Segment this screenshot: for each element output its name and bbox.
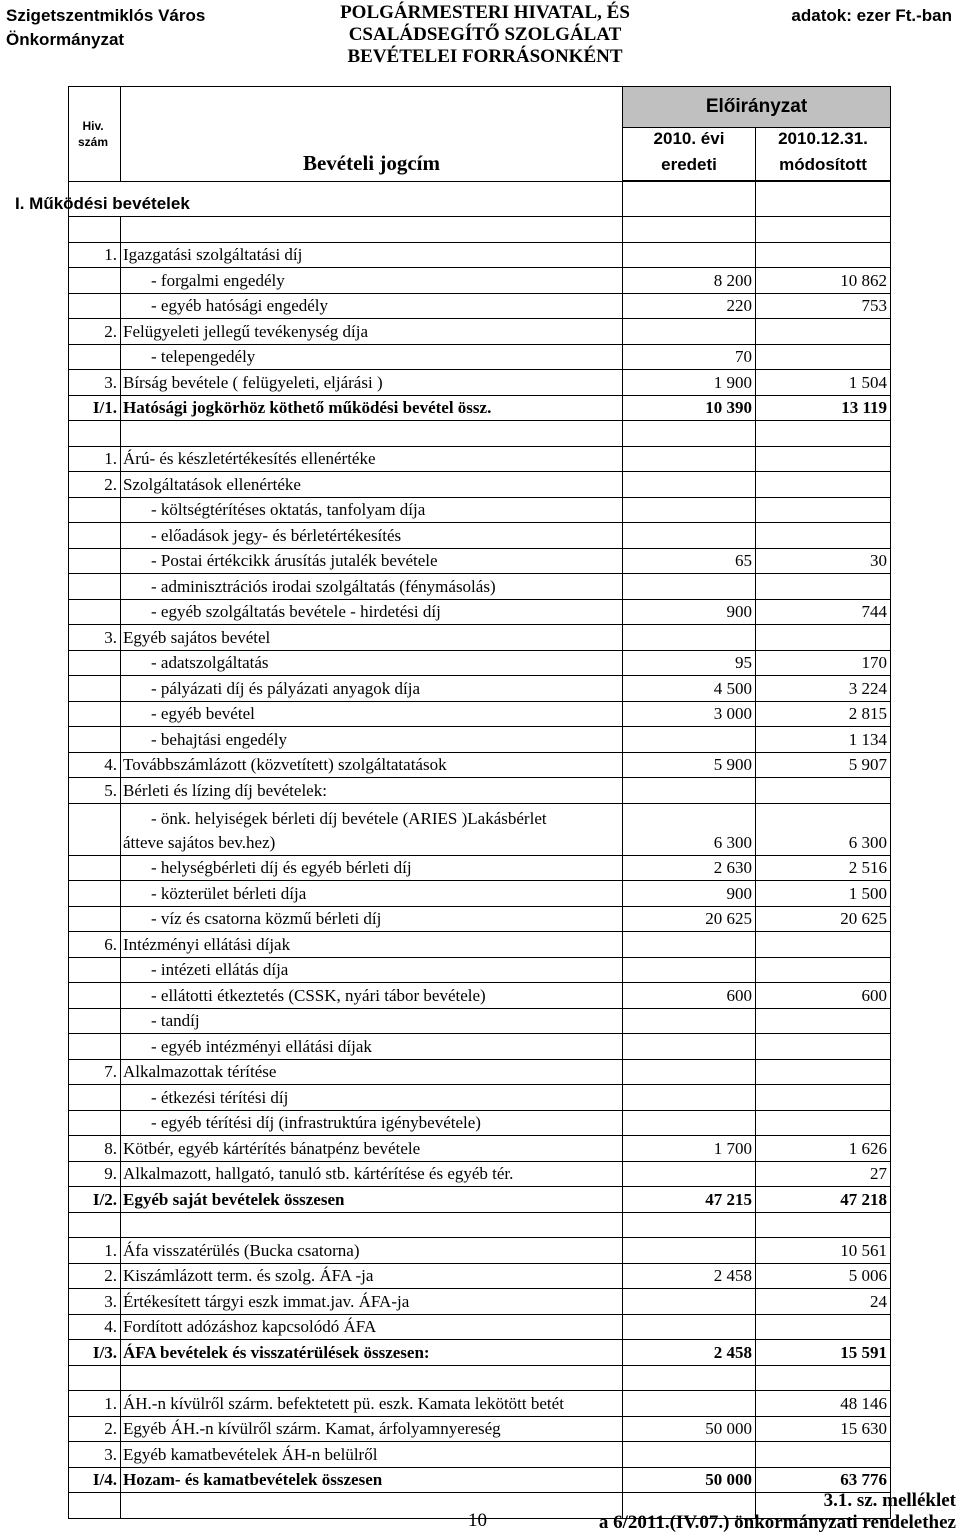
row-number [69, 983, 121, 1009]
modified-value: 5 006 [756, 1263, 891, 1289]
original-value [623, 957, 756, 983]
blank-cell [756, 1212, 891, 1238]
row-label: - egyéb intézményi ellátási díjak [121, 1034, 623, 1060]
eloiranyzat-label: Előirányzat [705, 96, 808, 117]
original-value: 2 458 [623, 1263, 756, 1289]
row-label-line-1: - önk. helyiségek bérleti díj bevétele (ARIES )Lakásbérlet [151, 808, 547, 828]
blank-cell [623, 1212, 756, 1238]
blank-row [69, 217, 891, 243]
row-number [69, 1008, 121, 1034]
row-label: Kötbér, egyéb kártérítés bánatpénz bevétele [121, 1136, 623, 1162]
modified-value [756, 1110, 891, 1136]
row-number [69, 1085, 121, 1111]
row-label [121, 803, 623, 855]
row-label: ÁH.-n kívülről szárm. befektetett pü. eszk. Kamata lekötött betét [121, 1391, 623, 1417]
table-row [69, 574, 891, 600]
modified-value: 1 134 [756, 727, 891, 753]
title-line-3: BEVÉTELEI FORRÁSONKÉNT [347, 46, 623, 67]
original-value [623, 1059, 756, 1085]
modified-value [756, 1314, 891, 1340]
modified-value [756, 957, 891, 983]
row-number: 1. [69, 242, 121, 268]
row-number [69, 548, 121, 574]
original-value [623, 1391, 756, 1417]
row-number: 2. [69, 319, 121, 345]
modified-value [756, 242, 891, 268]
document-title [300, 2, 670, 68]
blank-cell [756, 421, 891, 447]
row-number: 4. [69, 752, 121, 778]
eloiranyzat-header [623, 87, 891, 128]
table-row [69, 1085, 891, 1111]
original-value: 5 900 [623, 752, 756, 778]
page-number: 10 [468, 1510, 487, 1531]
original-value [623, 1161, 756, 1187]
row-number [69, 574, 121, 600]
row-number [69, 957, 121, 983]
unit-note: adatok: ezer Ft.-ban [791, 6, 952, 25]
modified-value: 15 591 [756, 1340, 891, 1366]
municipality-line-2: Önkormányzat [6, 30, 125, 49]
row-number: 1. [69, 1238, 121, 1264]
table-row [69, 701, 891, 727]
annex-label: 3.1. sz. melléklet [823, 1490, 956, 1511]
row-label: - egyéb szolgáltatás bevétele - hirdetési díj [121, 599, 623, 625]
title-header [121, 87, 623, 182]
original-value: 600 [623, 983, 756, 1009]
row-label: Árú- és készletértékesítés ellenértéke [121, 446, 623, 472]
col-modositott-line2: módosított [779, 155, 867, 174]
total-row [69, 1187, 891, 1213]
municipality-line-1: Szigetszentmiklós Város [6, 6, 206, 25]
hiv-label: Hiv. [82, 119, 104, 133]
modified-value [756, 1085, 891, 1111]
total-row [69, 1467, 891, 1493]
row-label-line-2: átteve sajátos bev.hez) [123, 832, 276, 852]
section-title: I. Működési bevételek [15, 194, 190, 213]
modified-value [756, 472, 891, 498]
row-label: - ellátotti étkeztetés (CSSK, nyári tábor bevétele) [121, 983, 623, 1009]
modified-value: 13 119 [756, 395, 891, 421]
title-line-1: POLGÁRMESTERI HIVATAL, ÉS [340, 2, 630, 23]
blank-cell [756, 217, 891, 243]
row-label: - helységbérleti díj és egyéb bérleti díj [121, 855, 623, 881]
original-value: 900 [623, 881, 756, 907]
table-row [69, 497, 891, 523]
modified-value: 6 300 [756, 803, 891, 855]
row-label: - előadások jegy- és bérletértékesítés [121, 523, 623, 549]
blank-row [69, 1212, 891, 1238]
original-value: 50 000 [623, 1416, 756, 1442]
table-row [69, 268, 891, 294]
row-label: Fordított adózáshoz kapcsolódó ÁFA [121, 1314, 623, 1340]
original-value [623, 1238, 756, 1264]
table-row [69, 1110, 891, 1136]
row-label: Egyéb kamatbevételek ÁH-n belülről [121, 1442, 623, 1468]
original-value [623, 574, 756, 600]
bevetel-jogcim-label: Bevételi jogcím [302, 151, 441, 175]
original-value: 70 [623, 344, 756, 370]
original-value: 65 [623, 548, 756, 574]
row-label: - étkezési térítési díj [121, 1085, 623, 1111]
table-row [69, 932, 891, 958]
original-value [623, 1314, 756, 1340]
row-number [69, 497, 121, 523]
table-row [69, 957, 891, 983]
row-label: - egyéb hatósági engedély [121, 293, 623, 319]
table-row [69, 344, 891, 370]
row-number: 5. [69, 778, 121, 804]
municipality-name [6, 4, 205, 52]
modified-value: 20 625 [756, 906, 891, 932]
section-cell [15, 182, 623, 217]
row-label: Szolgáltatások ellenértéke [121, 472, 623, 498]
modified-value: 600 [756, 983, 891, 1009]
row-label: Egyéb saját bevételek összesen [121, 1187, 623, 1213]
original-value: 8 200 [623, 268, 756, 294]
row-number [69, 1110, 121, 1136]
blank-cell [756, 1365, 891, 1391]
table-row [69, 599, 891, 625]
original-value [623, 319, 756, 345]
row-label: Alkalmazottak térítése [121, 1059, 623, 1085]
revenue-table [15, 86, 891, 1519]
blank-cell [69, 1212, 121, 1238]
table-row [69, 1263, 891, 1289]
original-value: 95 [623, 650, 756, 676]
row-label: - forgalmi engedély [121, 268, 623, 294]
original-value: 4 500 [623, 676, 756, 702]
modified-value [756, 574, 891, 600]
table-row [69, 881, 891, 907]
original-value [623, 1442, 756, 1468]
original-value: 900 [623, 599, 756, 625]
row-number: 3. [69, 625, 121, 651]
table-row [69, 855, 891, 881]
col-eredeti-line1: 2010. évi [653, 129, 725, 148]
row-number [69, 701, 121, 727]
modified-value [756, 1059, 891, 1085]
original-value: 1 700 [623, 1136, 756, 1162]
blank-cell [69, 217, 121, 243]
row-label: Áfa visszatérülés (Bucka csatorna) [121, 1238, 623, 1264]
row-label: Intézményi ellátási díjak [121, 932, 623, 958]
row-label: Bírság bevétele ( felügyeleti, eljárási ) [121, 370, 623, 396]
original-value [623, 1008, 756, 1034]
original-value [623, 932, 756, 958]
blank-cell [623, 1365, 756, 1391]
original-value [623, 497, 756, 523]
table-row [69, 319, 891, 345]
table-row [69, 523, 891, 549]
table-row [69, 293, 891, 319]
original-value [623, 446, 756, 472]
blank-cell [121, 1493, 623, 1519]
row-label: Továbbszámlázott (közvetített) szolgáltatatások [121, 752, 623, 778]
row-number: 2. [69, 1263, 121, 1289]
row-number: I/2. [69, 1187, 121, 1213]
original-value [623, 1085, 756, 1111]
original-value: 2 458 [623, 1340, 756, 1366]
original-value [623, 778, 756, 804]
table-row [69, 446, 891, 472]
row-label: - adminisztrációs irodai szolgáltatás (fénymásolás) [121, 574, 623, 600]
row-label: Értékesített tárgyi eszk immat.jav. ÁFA-ja [121, 1289, 623, 1315]
original-value [623, 1110, 756, 1136]
blank-cell [623, 421, 756, 447]
modified-value [756, 497, 891, 523]
modified-value: 170 [756, 650, 891, 676]
row-label: Egyéb sajátos bevétel [121, 625, 623, 651]
row-label: Alkalmazott, hallgató, tanuló stb. kártérítése és egyéb tér. [121, 1161, 623, 1187]
original-value [623, 523, 756, 549]
decree-label: a 6/2011.(IV.07.) önkormányzati rendelethez [598, 1512, 956, 1533]
row-label: Hatósági jogkörhöz köthető működési bevétel össz. [121, 395, 623, 421]
row-number: I/1. [69, 395, 121, 421]
modified-value: 10 561 [756, 1238, 891, 1264]
modified-value: 2 815 [756, 701, 891, 727]
row-number [69, 650, 121, 676]
row-label: - pályázati díj és pályázati anyagok díja [121, 676, 623, 702]
modified-value: 1 626 [756, 1136, 891, 1162]
row-label: Kiszámlázott term. és szolg. ÁFA -ja [121, 1263, 623, 1289]
modified-value: 63 776 [756, 1467, 891, 1493]
original-value: 47 215 [623, 1187, 756, 1213]
total-row [69, 395, 891, 421]
original-value: 10 390 [623, 395, 756, 421]
row-label: Egyéb ÁH.-n kívülről szárm. Kamat, árfolyamnyereség [121, 1416, 623, 1442]
table-row [69, 1391, 891, 1417]
modified-value: 2 516 [756, 855, 891, 881]
row-label: - telepengedély [121, 344, 623, 370]
table-row [69, 1416, 891, 1442]
row-number: 3. [69, 370, 121, 396]
blank-cell [69, 421, 121, 447]
row-label: Bérleti és lízing díj bevételek: [121, 778, 623, 804]
original-value [623, 625, 756, 651]
table-row [69, 1314, 891, 1340]
row-label: - víz és csatorna közmű bérleti díj [121, 906, 623, 932]
table-row [69, 242, 891, 268]
section-row [69, 182, 891, 217]
original-value: 1 900 [623, 370, 756, 396]
row-label: - tandíj [121, 1008, 623, 1034]
table-row [69, 370, 891, 396]
row-number [69, 599, 121, 625]
table-row [69, 1034, 891, 1060]
table-row [69, 548, 891, 574]
row-number: 7. [69, 1059, 121, 1085]
table-row [69, 625, 891, 651]
modified-value: 24 [756, 1289, 891, 1315]
col-eredeti-line2: eredeti [661, 155, 717, 174]
table-row [69, 1238, 891, 1264]
row-number [69, 855, 121, 881]
modified-value: 3 224 [756, 676, 891, 702]
col-modositott-header [756, 128, 891, 181]
original-value: 2 630 [623, 855, 756, 881]
modified-value [756, 625, 891, 651]
original-value [623, 1034, 756, 1060]
original-value [623, 472, 756, 498]
modified-value [756, 1008, 891, 1034]
row-label: Hozam- és kamatbevételek összesen [121, 1467, 623, 1493]
modified-value [756, 932, 891, 958]
table-row [69, 1059, 891, 1085]
blank-cell [69, 1365, 121, 1391]
table-row [69, 1008, 891, 1034]
modified-value [756, 446, 891, 472]
table-row [69, 1442, 891, 1468]
blank-cell [121, 421, 623, 447]
blank-cell [121, 217, 623, 243]
row-number [69, 268, 121, 294]
row-label: - behajtási engedély [121, 727, 623, 753]
row-number: I/4. [69, 1467, 121, 1493]
row-number [69, 293, 121, 319]
row-number: 1. [69, 1391, 121, 1417]
original-value: 50 000 [623, 1467, 756, 1493]
hiv-szam-header [69, 87, 121, 182]
blank-row [69, 421, 891, 447]
table-row [69, 906, 891, 932]
modified-value: 1 504 [756, 370, 891, 396]
row-number [69, 523, 121, 549]
modified-value: 5 907 [756, 752, 891, 778]
col-modositott-line1: 2010.12.31. [778, 129, 868, 148]
modified-value [756, 1442, 891, 1468]
original-value [623, 1289, 756, 1315]
modified-value: 47 218 [756, 1187, 891, 1213]
table-row [69, 983, 891, 1009]
row-label: - közterület bérleti díja [121, 881, 623, 907]
row-number [69, 881, 121, 907]
row-label: - egyéb bevétel [121, 701, 623, 727]
row-label: - intézeti ellátás díja [121, 957, 623, 983]
row-number: 4. [69, 1314, 121, 1340]
table-row [69, 803, 891, 855]
modified-value [756, 1034, 891, 1060]
modified-value [756, 523, 891, 549]
title-line-2: CSALÁDSEGÍTŐ SZOLGÁLAT [348, 24, 622, 45]
blank-cell [623, 217, 756, 243]
total-row [69, 1340, 891, 1366]
table-row [69, 676, 891, 702]
original-value: 3 000 [623, 701, 756, 727]
table-row [69, 1161, 891, 1187]
row-number [69, 1034, 121, 1060]
row-number [69, 727, 121, 753]
row-number [69, 906, 121, 932]
row-number: I/3. [69, 1340, 121, 1366]
modified-value: 48 146 [756, 1391, 891, 1417]
szam-label: szám [77, 135, 109, 149]
row-label: - költségtérítéses oktatás, tanfolyam díja [121, 497, 623, 523]
row-number: 6. [69, 932, 121, 958]
modified-value: 30 [756, 548, 891, 574]
row-label: - egyéb térítési díj (infrastruktúra igénybevétele) [121, 1110, 623, 1136]
row-label: Felügyeleti jellegű tevékenység díja [121, 319, 623, 345]
modified-value: 753 [756, 293, 891, 319]
row-number: 2. [69, 1416, 121, 1442]
table-row [69, 650, 891, 676]
blank-row [69, 1365, 891, 1391]
blank-cell [69, 1493, 121, 1519]
row-number [69, 676, 121, 702]
row-number: 9. [69, 1161, 121, 1187]
original-value: 220 [623, 293, 756, 319]
modified-value: 10 862 [756, 268, 891, 294]
modified-value: 15 630 [756, 1416, 891, 1442]
table-row [69, 752, 891, 778]
table-row [69, 1136, 891, 1162]
modified-value [756, 778, 891, 804]
original-value [623, 727, 756, 753]
original-value: 6 300 [623, 803, 756, 855]
row-number [69, 803, 121, 855]
blank-cell [121, 1212, 623, 1238]
modified-value: 27 [756, 1161, 891, 1187]
row-label: ÁFA bevételek és visszatérülések összesen: [121, 1340, 623, 1366]
row-number: 3. [69, 1442, 121, 1468]
row-label: - Postai értékcikk árusítás jutalék bevétele [121, 548, 623, 574]
col-eredeti-header [623, 128, 756, 181]
row-label: - adatszolgáltatás [121, 650, 623, 676]
row-number [69, 344, 121, 370]
table-row [69, 727, 891, 753]
modified-value [756, 319, 891, 345]
row-label: Igazgatási szolgáltatási díj [121, 242, 623, 268]
row-number: 2. [69, 472, 121, 498]
original-value: 20 625 [623, 906, 756, 932]
table-row [69, 472, 891, 498]
table-row [69, 778, 891, 804]
table-header-row-1 [69, 87, 891, 128]
modified-value [756, 344, 891, 370]
blank-cell [121, 1365, 623, 1391]
table-row [69, 1289, 891, 1315]
original-value [623, 242, 756, 268]
row-number: 1. [69, 446, 121, 472]
row-number: 8. [69, 1136, 121, 1162]
modified-value: 744 [756, 599, 891, 625]
row-number: 3. [69, 1289, 121, 1315]
modified-value: 1 500 [756, 881, 891, 907]
